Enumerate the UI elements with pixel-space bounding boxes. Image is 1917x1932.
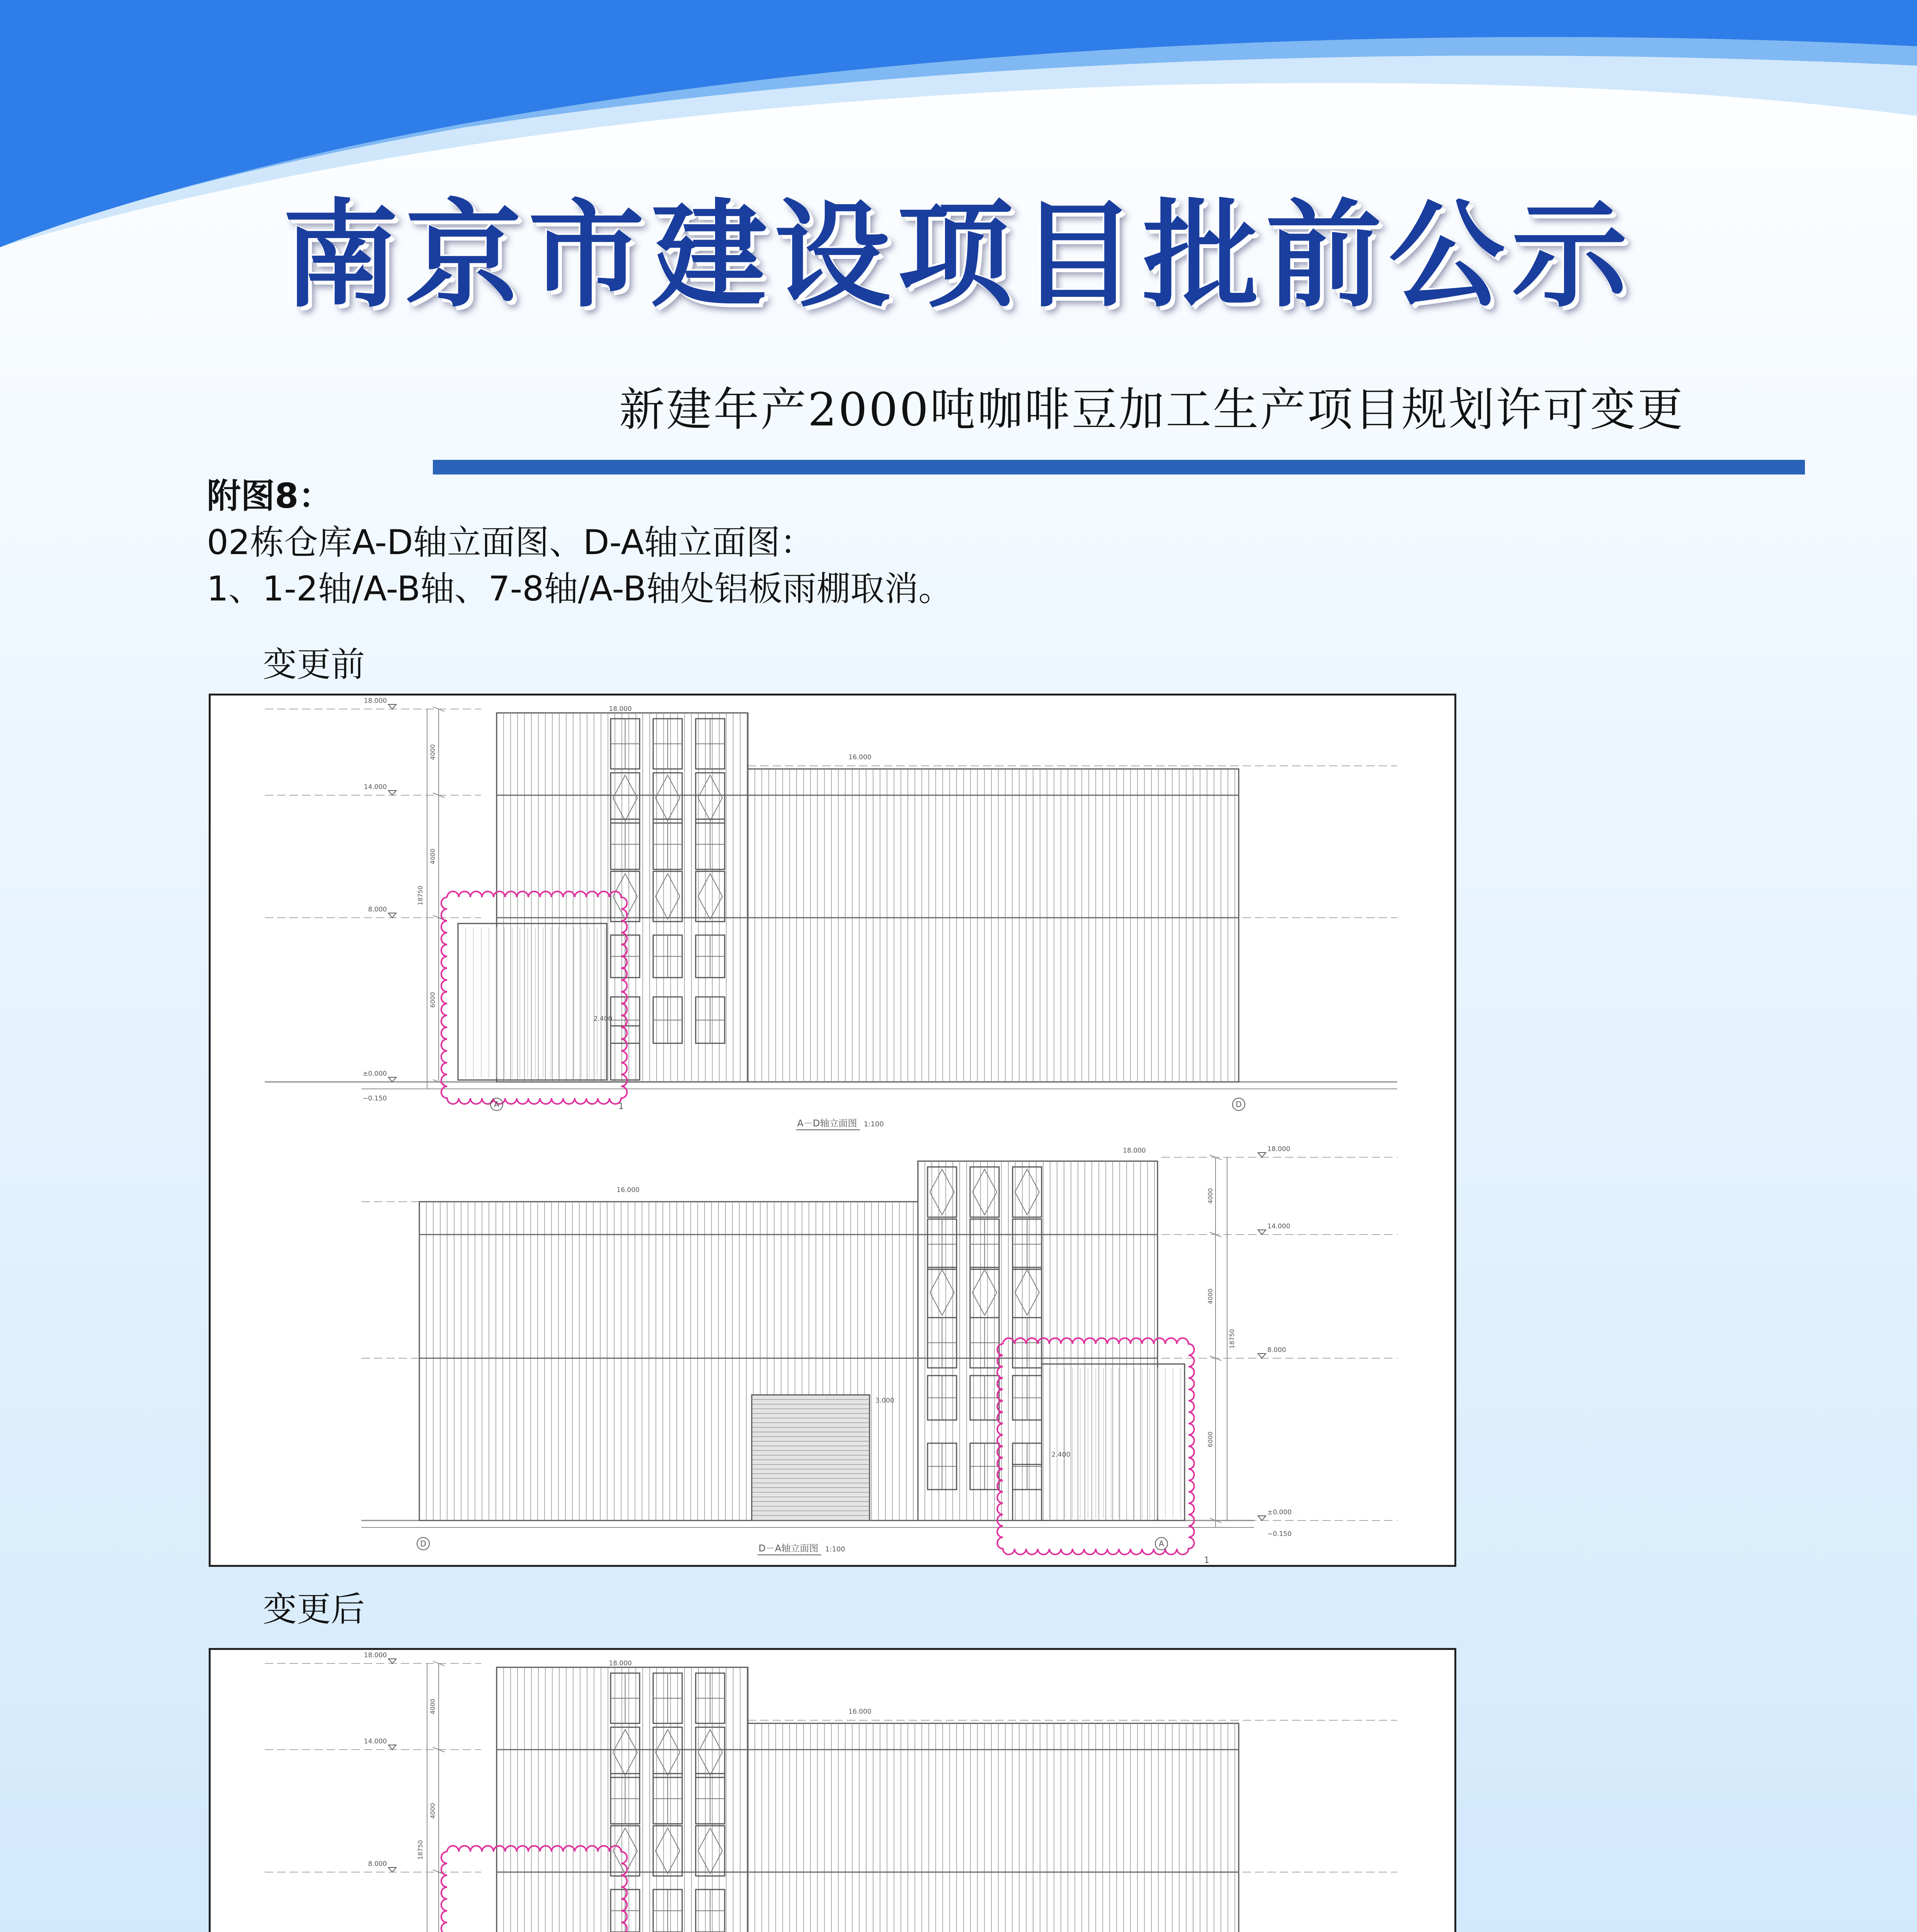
elevation-label: 14.000 [364, 1738, 387, 1745]
window-diamond-vent [655, 775, 680, 821]
level-triangle [388, 1659, 396, 1663]
window [653, 871, 682, 922]
note-drawing-description: 02栋仓库A-D轴立面图、D-A轴立面图： [207, 522, 814, 562]
window-diamond-vent [655, 1730, 680, 1775]
window-diamond-vent [930, 1270, 954, 1315]
elevation-drawing-before [211, 696, 1454, 1565]
aluminum-canopy [1042, 1364, 1185, 1520]
elevation-label: −0.150 [1267, 1530, 1292, 1538]
elevation-label: 18.000 [364, 697, 387, 705]
drawing-caption: D－A轴立面图 [758, 1543, 819, 1554]
elevation-label: ±0.000 [1267, 1509, 1292, 1516]
elevation-label: 18.000 [1267, 1145, 1290, 1153]
window [696, 1826, 725, 1876]
window-diamond-vent [972, 1169, 997, 1215]
elevation-label: 8.000 [1267, 1346, 1286, 1354]
window-diamond-vent [1015, 1270, 1039, 1315]
window-diamond-vent [972, 1270, 997, 1315]
dimension-text: 4000 [429, 1699, 436, 1714]
aluminum-canopy [458, 923, 607, 1080]
level-triangle [388, 704, 396, 709]
elevation-label: 18.000 [1123, 1147, 1146, 1155]
window-diamond-vent [1015, 1169, 1039, 1215]
window-diamond-vent [698, 874, 722, 919]
level-triangle [388, 791, 396, 795]
drawing-scale: 1:100 [825, 1545, 845, 1553]
dimension-text: 6000 [1207, 1431, 1214, 1447]
dimension-text: 4000 [1207, 1288, 1214, 1304]
window-diamond-vent [698, 1730, 722, 1775]
elevation-label: 18.000 [609, 705, 632, 713]
window-diamond-vent [613, 775, 637, 821]
dimension-text: 4000 [429, 849, 436, 864]
elevation-label: ±0.000 [363, 1070, 387, 1078]
dimension-text: 6000 [429, 992, 436, 1008]
elevation-label: 2.400 [1051, 1451, 1071, 1459]
revision-number: 1 [618, 1102, 624, 1111]
axis-label: A [1159, 1539, 1164, 1548]
level-triangle [388, 1867, 396, 1872]
elevation-label: 8.000 [368, 906, 387, 913]
elevation-label: 2.400 [593, 1015, 613, 1023]
dimension-text: 18750 [417, 886, 424, 905]
window [653, 773, 682, 823]
window-diamond-vent [698, 775, 722, 821]
window-diamond-vent [613, 1828, 637, 1874]
window [653, 1826, 682, 1876]
axis-label: A [494, 1100, 499, 1109]
elevation-label: 18.000 [364, 1651, 387, 1659]
window [1013, 1167, 1042, 1217]
window-diamond-vent [613, 1730, 637, 1775]
dimension-text: 18750 [417, 1840, 424, 1860]
subtitle-underline [433, 460, 1805, 474]
elevation-label: 16.000 [616, 1186, 640, 1194]
drawing-panel-before [209, 694, 1456, 1567]
note-change-item: 1、1-2轴/A-B轴、7-8轴/A-B轴处铝板雨棚取消。 [207, 569, 953, 609]
elevation-label: 16.000 [848, 1708, 872, 1716]
window-diamond-vent [655, 1828, 680, 1874]
elevation-label: 14.000 [1267, 1223, 1290, 1230]
window [970, 1267, 999, 1318]
elevation-label: 8.000 [368, 1860, 387, 1868]
elevation-label: 14.000 [364, 783, 387, 791]
axis-label: D [420, 1539, 426, 1548]
caption-before: 变更前 [263, 645, 365, 684]
window [696, 1727, 725, 1777]
window-diamond-vent [698, 1828, 722, 1874]
caption-after: 变更后 [263, 1589, 365, 1629]
elevation-drawing-after [211, 1650, 1454, 1932]
window [970, 1167, 999, 1217]
project-subtitle: 新建年产2000吨咖啡豆加工生产项目规划许可变更 [619, 383, 1685, 436]
drawing-caption: A－D轴立面图 [797, 1118, 857, 1129]
window-diamond-vent [930, 1169, 954, 1215]
axis-label: D [1236, 1100, 1242, 1109]
window [696, 773, 725, 823]
level-triangle [1258, 1354, 1266, 1358]
window [653, 1727, 682, 1777]
level-triangle [388, 1745, 396, 1750]
window [1013, 1267, 1042, 1318]
elevation-label: 18.000 [609, 1660, 632, 1667]
level-triangle [388, 913, 396, 918]
revision-cloud [441, 1846, 627, 1932]
level-triangle [388, 1077, 396, 1082]
level-triangle [1258, 1230, 1266, 1235]
page-title: 南京市建设项目批前公示 [283, 187, 1634, 323]
dimension-text: 4000 [1207, 1188, 1214, 1204]
dimension-text: 4000 [429, 1803, 436, 1819]
drawing-scale: 1:100 [864, 1120, 884, 1128]
window [696, 871, 725, 922]
revision-number: 1 [1204, 1556, 1209, 1565]
window-diamond-vent [613, 874, 637, 919]
elevation-label: −0.150 [363, 1095, 387, 1102]
drawing-panel-after [209, 1648, 1456, 1932]
elevation-label: 3.000 [875, 1397, 894, 1405]
level-triangle [1258, 1153, 1266, 1157]
dimension-text: 4000 [429, 744, 436, 760]
dimension-text: 18750 [1228, 1329, 1236, 1349]
elevation-label: 16.000 [848, 753, 872, 761]
level-triangle [1258, 1516, 1266, 1520]
window-diamond-vent [655, 874, 680, 919]
note-figure-number: 附图8： [207, 476, 333, 516]
